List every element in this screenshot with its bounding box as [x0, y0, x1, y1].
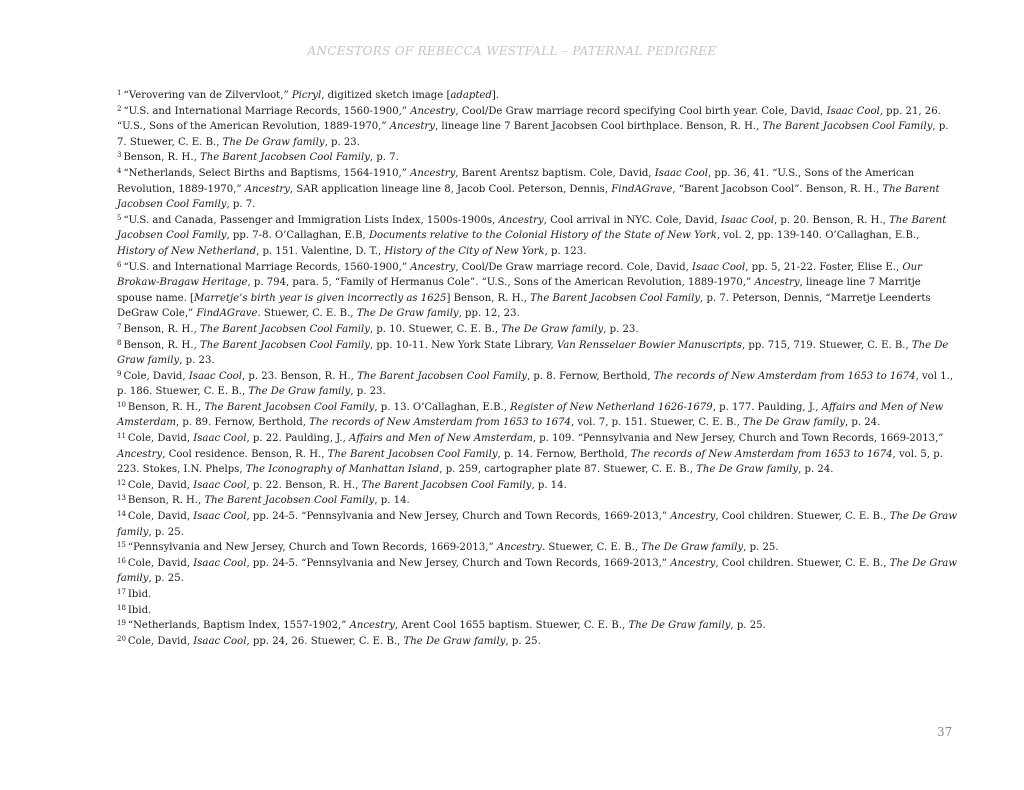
footnote-title-italic: The De Graw family: [117, 511, 957, 538]
footnote-text: , p. 23.: [179, 355, 215, 367]
footnote-title-italic: Isaac Cool: [193, 479, 247, 491]
footnote-title-italic: Affairs and Men of New Amsterdam: [117, 401, 944, 429]
footnote-text: , pp. 36, 41. “U.S., Sons of the American Revolution, 1889-1970,”: [117, 167, 915, 195]
footnote-text: , p. 25.: [730, 620, 766, 632]
footnote-title-italic: The Barent Jacobsen Cool Family: [117, 214, 947, 242]
footnote-number: 2: [117, 104, 122, 113]
footnote-number: 11: [117, 432, 126, 441]
footnote-text: . Stuewer, C. E. B.,: [257, 308, 357, 320]
footnote-title-italic: Ancestry: [244, 183, 290, 195]
footnote-text: “U.S. and Canada, Passenger and Immigration Lists Index, 1500s-1900s,: [123, 214, 499, 226]
footnote-text: , Cool residence. Benson, R. H.,: [162, 448, 328, 460]
footnote-number: 13: [117, 494, 126, 503]
footnote-text: “Pennsylvania and New Jersey, Church and Town Records, 1669-2013,”: [127, 542, 497, 554]
footnote-title-italic: The Barent Jacobsen Cool Family: [204, 401, 375, 413]
footnote-title-italic: History of New Netherland: [117, 245, 257, 257]
footnote-title-italic: The De Graw family: [222, 136, 325, 148]
footnote-title-italic: The De Graw family: [248, 386, 351, 398]
footnote-text: , p. 25.: [743, 542, 779, 554]
footnote-text: ] Benson, R. H.,: [446, 292, 531, 304]
footnote-text: Cole, David,: [127, 433, 194, 445]
footnote-number: 14: [117, 510, 126, 519]
footnote-text: Cole, David,: [123, 370, 189, 382]
footnote-title-italic: Ancestry: [349, 620, 395, 632]
footnote-text: , vol 1., p. 186. Stuewer, C. E. B.,: [117, 370, 954, 398]
footnote-text: Cole, David,: [127, 635, 194, 647]
footnote-text: , p. 7.: [369, 152, 399, 164]
footnote-text: Benson, R. H.,: [123, 339, 200, 351]
footnote-title-italic: Isaac Cool: [826, 105, 880, 117]
footnote-text: , p. 151. Valentine, D. T.,: [256, 245, 385, 257]
footnote-text: , pp. 5, 21-22. Foster, Elise E.,: [745, 261, 903, 273]
footnote-title-italic: Ancestry: [410, 167, 456, 179]
footnote-number: 18: [117, 603, 126, 612]
footnote-text: “Netherlands, Select Births and Baptisms, 1564-1910,”: [123, 167, 411, 179]
footnote-text: , Cool arrival in NYC. Cole, David,: [543, 214, 721, 226]
footnote-text: “Netherlands, Baptism Index, 1557-1902,”: [127, 620, 350, 632]
footnote-text: , p. 259, cartographer plate 87. Stuewer, C. E. B.,: [439, 464, 697, 476]
footnote-text: , pp. 12, 23.: [458, 308, 520, 320]
footnote-text: , p. 123.: [544, 245, 587, 257]
footnote-item: [117, 88, 957, 104]
footnote-text: , p. 13. O’Callaghan, E.B.,: [374, 401, 511, 413]
footnote-title-italic: Ancestry: [754, 277, 800, 289]
footnote-text: “U.S. and International Marriage Records, 1560-1900,”: [123, 261, 411, 273]
footnote-title-italic: The records of New Amsterdam from 1653 to 1674: [653, 370, 916, 382]
footnote-title-italic: Isaac Cool: [720, 214, 774, 226]
footnote-text: , p. 8. Fernow, Berthold,: [526, 370, 654, 382]
footnote-item: [117, 618, 957, 634]
footnote-text: , pp. 21, 26. “U.S., Sons of the American Revolution, 1889-1970,”: [117, 105, 941, 133]
footnote-title-italic: The De Graw family: [117, 339, 949, 367]
page-header: ANCESTORS OF REBECCA WESTFALL – PATERNAL PEDIGREE: [307, 44, 717, 58]
footnote-text: , p. 25.: [148, 526, 184, 538]
footnote-number: 10: [117, 400, 126, 409]
footnote-item: [117, 260, 957, 322]
footnote-text: Benson, R. H.,: [123, 152, 200, 164]
footnote-title-italic: The De Graw family: [641, 542, 744, 554]
footnotes-list: [117, 88, 957, 649]
footnote-title-italic: Ancestry: [670, 511, 716, 523]
footnote-title-italic: The Barent Jacobsen Cool Family: [117, 183, 940, 211]
footnote-title-italic: Ancestry: [410, 105, 456, 117]
footnote-text: , p. 22. Benson, R. H.,: [246, 479, 362, 491]
footnote-item: [117, 213, 957, 260]
footnote-title-italic: History of the City of New York: [384, 245, 545, 257]
footnote-text: , p. 89. Fernow, Berthold,: [175, 417, 310, 429]
footnote-title-italic: The De Graw family: [696, 464, 799, 476]
footnote-title-italic: Ancestry: [117, 448, 163, 460]
footnote-title-italic: Marretje’s birth year is given incorrectly as 1625: [194, 292, 447, 304]
footnote-text: , Barent Arentsz baptism. Cole, David,: [455, 167, 655, 179]
footnote-title-italic: Isaac Cool: [193, 511, 247, 523]
footnote-text: , digitized sketch image [: [321, 90, 451, 101]
footnote-title-italic: Our Brokaw-Bragaw Heritage: [117, 261, 922, 289]
footnote-number: 3: [117, 151, 122, 160]
footnote-item: [117, 540, 957, 556]
footnote-text: “U.S. and International Marriage Records, 1560-1900,”: [123, 105, 411, 117]
footnote-title-italic: The Barent Jacobsen Cool Family: [762, 121, 933, 133]
footnote-number: 17: [117, 588, 126, 596]
footnote-text: Benson, R. H.,: [127, 495, 205, 507]
footnote-title-italic: The Barent Jacobsen Cool Family: [204, 495, 375, 507]
footnote-item: [117, 150, 957, 166]
footnote-text: , p. 14.: [531, 479, 567, 491]
footnote-text: , lineage line 7 Barent Jacobsen Cool birthplace. Benson, R. H.,: [434, 121, 763, 133]
footnote-item: [117, 431, 957, 478]
footnote-title-italic: Ancestry: [496, 542, 543, 554]
footnote-title-italic: Isaac Cool: [188, 370, 242, 382]
footnote-text: , p. 14.: [374, 495, 410, 507]
footnote-text: , vol. 7, p. 151. Stuewer, C. E. B.,: [570, 417, 743, 429]
footnote-text: , p. 7. Peterson, Dennis, “Marretje Leenderts DeGraw Cole,”: [117, 292, 931, 320]
footnote-title-italic: The Iconography of Manhattan Island: [245, 464, 440, 476]
footnote-text: , lineage line 7 Marritje spouse name. [: [117, 277, 921, 304]
footnote-item: [117, 603, 957, 619]
footnote-number: 9: [117, 369, 122, 378]
footnote-title-italic: Isaac Cool: [193, 433, 247, 445]
footnote-text: , “Barent Jacobson Cool”. Benson, R. H.,: [672, 183, 883, 195]
footnote-text: , p. 22. Paulding, J.,: [246, 433, 350, 445]
footnote-text: , pp. 10-11. New York State Library,: [369, 339, 557, 351]
footnote-item: [117, 509, 957, 540]
footnote-text: , p. 14. Fernow, Berthold,: [497, 448, 631, 460]
footnote-text: , pp. 715, 719. Stuewer, C. E. B.,: [741, 339, 912, 351]
footnote-item: [117, 478, 957, 494]
footnote-title-italic: adapted: [450, 90, 492, 101]
footnote-title-italic: The Barent Jacobsen Cool Family: [199, 339, 370, 351]
footnote-text: Benson, R. H.,: [127, 401, 205, 413]
footnote-text: , p. 24.: [844, 417, 881, 429]
footnote-text: , p. 10. Stuewer, C. E. B.,: [369, 323, 502, 335]
footnote-text: , p. 7.: [226, 199, 256, 211]
footnote-title-italic: Isaac Cool: [193, 635, 247, 647]
footnote-text: , vol. 5, p. 223. Stokes, I.N. Phelps,: [117, 448, 943, 476]
footnote-text: , p. 23.: [350, 386, 386, 398]
footnote-text: , vol. 2, pp. 139-140. O’Callaghan, E.B.,: [716, 230, 920, 242]
footnote-text: , p. 25.: [148, 573, 184, 585]
footnote-text: Ibid.: [127, 589, 152, 600]
footnote-number: 6: [117, 260, 122, 269]
footnote-text: . Stuewer, C. E. B.,: [542, 542, 642, 554]
footnote-number: 4: [117, 166, 122, 175]
footnote-item: [117, 338, 957, 369]
footnote-title-italic: Ancestry: [670, 557, 716, 569]
footnote-text: ].: [491, 90, 499, 101]
footnote-number: 12: [117, 478, 126, 487]
footnote-title-italic: The De Graw family: [743, 417, 845, 429]
footnote-title-italic: The De Graw family: [117, 557, 957, 585]
footnote-title-italic: Picryl: [291, 90, 322, 101]
footnote-title-italic: Isaac Cool: [692, 261, 746, 273]
footnote-title-italic: The Barent Jacobsen Cool Family: [357, 370, 527, 382]
footnote-text: , p. 23.: [603, 323, 639, 335]
footnote-title-italic: FindAGrave: [196, 308, 258, 320]
footnote-text: , p. 23.: [324, 136, 360, 148]
footnote-text: , Cool/De Graw marriage record. Cole, David,: [455, 261, 693, 273]
footnote-item: [117, 587, 957, 603]
footnote-text: , p. 20. Benson, R. H.,: [774, 214, 890, 226]
footnote-text: , Cool children. Stuewer, C. E. B.,: [715, 511, 890, 523]
footnote-item: [117, 493, 957, 509]
footnote-text: , p. 25.: [505, 635, 541, 647]
footnote-text: , p. 23. Benson, R. H.,: [241, 370, 358, 382]
footnote-item: [117, 322, 957, 338]
footnote-item: [117, 634, 957, 650]
footnote-title-italic: Affairs and Men of New Amsterdam: [349, 433, 533, 445]
footnote-text: , pp. 24, 26. Stuewer, C. E. B.,: [246, 635, 404, 647]
footnote-item: [117, 556, 957, 587]
footnote-text: “Verovering van de Zilvervloot,”: [123, 90, 292, 101]
footnote-title-italic: The De Graw family: [628, 620, 731, 632]
footnote-item: [117, 104, 957, 151]
footnote-text: Cole, David,: [127, 557, 194, 569]
footnote-item: [117, 166, 957, 213]
footnote-text: , pp. 7-8. O’Callaghan, E.B,: [226, 230, 369, 242]
footnote-title-italic: FindAGrave: [611, 183, 673, 195]
footnote-text: , p. 794, para. 5, “Family of Hermanus Cole”. “U.S., Sons of the American Revolution, 1889-1970,”: [247, 277, 755, 289]
footnote-title-italic: The Barent Jacobsen Cool Family: [361, 479, 532, 491]
footnote-number: 20: [117, 634, 126, 643]
footnote-title-italic: The De Graw family: [403, 635, 506, 647]
footnote-text: Ibid.: [127, 604, 152, 616]
footnote-text: Benson, R. H.,: [123, 323, 200, 335]
footnote-text: , p. 109. “Pennsylvania and New Jersey, Church and Town Records, 1669-2013,”: [532, 433, 944, 445]
footnote-text: , p. 24.: [798, 464, 834, 476]
footnote-title-italic: The Barent Jacobsen Cool Family: [327, 448, 498, 460]
footnote-title-italic: The records of New Amsterdam from 1653 to 1674: [630, 448, 893, 460]
footnote-title-italic: The records of New Amsterdam from 1653 to 1674: [309, 417, 571, 429]
footnote-text: , Cool children. Stuewer, C. E. B.,: [715, 557, 890, 569]
footnote-text: , SAR application lineage line 8, Jacob Cool. Peterson, Dennis,: [289, 183, 612, 195]
footnote-text: Cole, David,: [127, 479, 194, 491]
footnote-text: Cole, David,: [127, 511, 194, 523]
footnote-text: , Arent Cool 1655 baptism. Stuewer, C. E. B.,: [394, 620, 629, 632]
footnote-text: , pp. 24-5. “Pennsylvania and New Jersey, Church and Town Records, 1669-2013,”: [246, 511, 671, 523]
footnote-title-italic: The Barent Jacobsen Cool Family: [199, 323, 370, 335]
footnote-title-italic: Ancestry: [389, 121, 435, 133]
footnote-title-italic: The De Graw family: [356, 308, 459, 320]
footnote-title-italic: Documents relative to the Colonial History of the State of New York: [368, 230, 717, 242]
footnote-number: 7: [117, 322, 122, 331]
footnote-title-italic: The Barent Jacobsen Cool Family: [530, 292, 701, 304]
footnote-item: [117, 369, 957, 400]
footnote-title-italic: Isaac Cool: [193, 557, 247, 569]
footnote-item: [117, 400, 957, 431]
footnote-title-italic: Van Rensselaer Bowier Manuscripts: [556, 339, 742, 351]
footnote-number: 16: [117, 556, 126, 565]
footnote-title-italic: Ancestry: [410, 261, 456, 273]
footnote-text: , p. 177. Paulding, J.,: [712, 401, 822, 413]
footnote-text: , pp. 24-5. “Pennsylvania and New Jersey, Church and Town Records, 1669-2013,”: [246, 557, 671, 569]
footnote-number: 5: [117, 213, 122, 222]
footnote-title-italic: Register of New Netherland 1626-1679: [510, 401, 713, 413]
footnote-number: 1: [117, 89, 122, 97]
footnote-number: 15: [117, 541, 126, 550]
footnote-text: , p. 7. Stuewer, C. E. B.,: [117, 121, 949, 148]
footnote-title-italic: Isaac Cool: [654, 167, 708, 179]
footnote-number: 8: [117, 338, 122, 347]
page-number: 37: [937, 725, 953, 739]
footnote-title-italic: The De Graw family: [501, 323, 604, 335]
footnote-title-italic: Ancestry: [498, 214, 544, 226]
footnote-text: , Cool/De Graw marriage record specifying Cool birth year. Cole, David,: [455, 105, 827, 117]
footnote-title-italic: The Barent Jacobsen Cool Family: [199, 152, 370, 164]
footnote-number: 19: [117, 619, 126, 628]
